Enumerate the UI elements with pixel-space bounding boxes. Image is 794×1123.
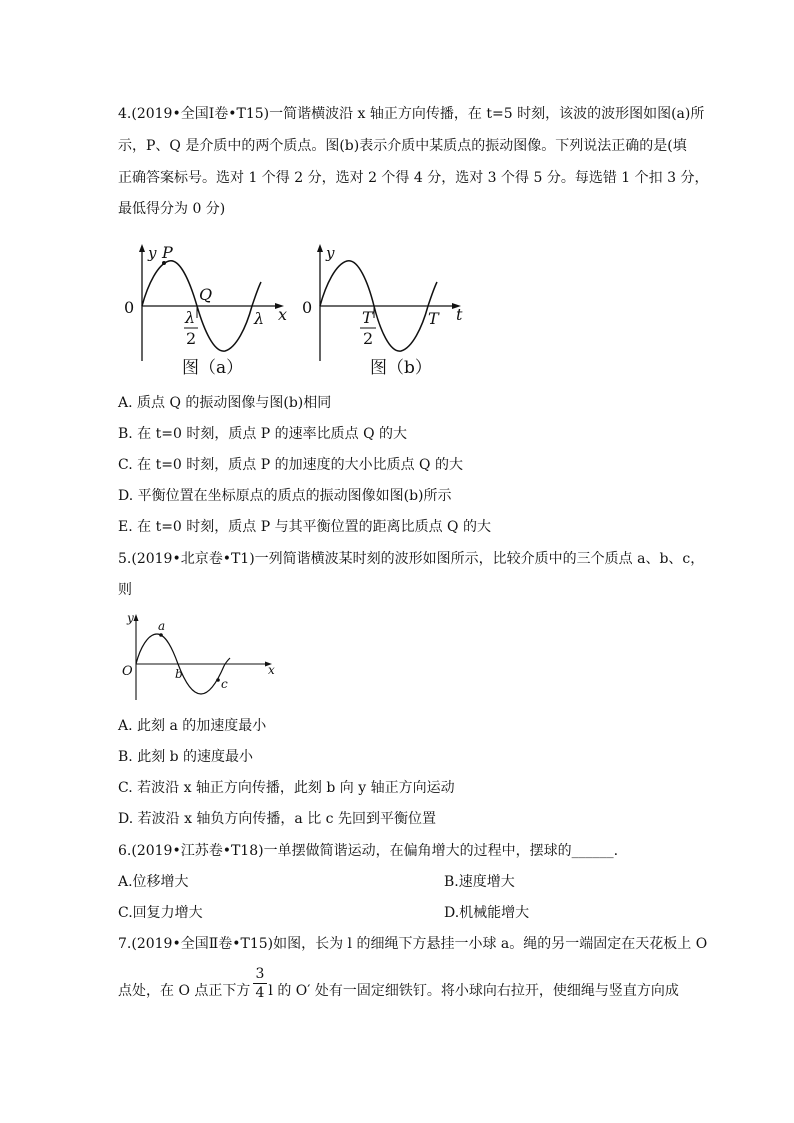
q6-line: 6.(2019•江苏卷•T18)一单摆做简谐运动，在偏角增大的过程中，摆球的______. bbox=[118, 843, 619, 859]
q4-option-c: C. 在 t=0 时刻，质点 P 的加速度的大小比质点 Q 的大 bbox=[118, 457, 463, 473]
q5-line-2: 则 bbox=[118, 582, 132, 598]
wave-figure-a bbox=[118, 236, 298, 381]
q4-line-2: 示，P、Q 是介质中的两个质点。图(b)表示介质中某质点的振动图像。下列说法正确的是(填 bbox=[118, 138, 687, 154]
fig-b-half-num: T bbox=[362, 308, 373, 327]
q5-fig-y-label: y bbox=[127, 611, 134, 625]
q5-fig-b-label: b bbox=[175, 667, 183, 681]
q5-option-d: D. 若波沿 x 轴负方向传播，a 比 c 先回到平衡位置 bbox=[118, 811, 436, 827]
fig-a-origin-label: 0 bbox=[124, 298, 135, 317]
fig-b-caption: 图（b） bbox=[370, 358, 432, 378]
q7-line-2-post: l 的 O′ 处有一固定细铁钉。将小球向右拉开，使细绳与竖直方向成 bbox=[268, 983, 679, 999]
q6-option-d: D.机械能增大 bbox=[444, 905, 530, 921]
q7-fraction-num: 3 bbox=[255, 966, 265, 982]
q6-option-b: B.速度增大 bbox=[444, 874, 515, 890]
q4-line-3: 正确答案标号。选对 1 个得 2 分，选对 2 个得 4 分，选对 3 个得 5 分。每选错 1 个扣 3 分， bbox=[118, 170, 709, 186]
q5-option-c: C. 若波沿 x 轴正方向传播，此刻 b 向 y 轴正方向运动 bbox=[118, 780, 455, 796]
wave-figure-b bbox=[298, 236, 473, 381]
q4-line-1: 4.(2019•全国Ⅰ卷•T15)一简谐横波沿 x 轴正方向传播，在 t=5 时刻，该波的波形图如图(a)所 bbox=[118, 106, 705, 122]
fig-b-y-label: y bbox=[326, 244, 335, 262]
fig-b-half-den: 2 bbox=[363, 329, 374, 348]
fig-b-t-axis-label: t bbox=[456, 305, 463, 324]
wave-figure-q5 bbox=[118, 610, 288, 702]
q5-fig-x-label: x bbox=[268, 663, 275, 677]
q4-option-b: B. 在 t=0 时刻，质点 P 的速率比质点 Q 的大 bbox=[118, 426, 408, 442]
q6-option-c: C.回复力增大 bbox=[118, 905, 203, 921]
fig-b-origin-label: 0 bbox=[302, 298, 313, 317]
q5-fig-a-label: a bbox=[158, 619, 166, 633]
fig-b-t-period-label: T bbox=[428, 309, 439, 328]
q4-option-a: A. 质点 Q 的振动图像与图(b)相同 bbox=[118, 395, 332, 411]
q5-option-a: A. 此刻 a 的加速度最小 bbox=[118, 718, 267, 734]
q5-line-1: 5.(2019•北京卷•T1)一列简谐横波某时刻的波形如图所示，比较介质中的三个质点 a、b、c， bbox=[118, 551, 705, 567]
q4-option-e: E. 在 t=0 时刻，质点 P 与其平衡位置的距离比质点 Q 的大 bbox=[118, 519, 491, 535]
fig-a-y-label: y bbox=[148, 244, 157, 262]
q7-line-2-pre: 点处，在 O 点正下方 bbox=[118, 983, 251, 999]
q5-fig-c-label: c bbox=[221, 677, 228, 691]
fig-a-lambda-label: λ bbox=[254, 309, 265, 328]
fig-a-half-num: λ bbox=[185, 308, 196, 327]
q5-fig-origin-label: O bbox=[122, 664, 133, 679]
q7-line-1: 7.(2019•全国Ⅱ卷•T15)如图，长为 l 的细绳下方悬挂一小球 a。绳的另一端固定在天花板上 O bbox=[118, 936, 708, 952]
fig-a-caption: 图（a） bbox=[182, 358, 244, 378]
fig-a-q-label: Q bbox=[199, 285, 213, 304]
q6-option-a: A.位移增大 bbox=[118, 874, 189, 890]
fig-a-x-label: x bbox=[278, 305, 288, 324]
q7-line-2 bbox=[118, 981, 679, 1001]
fig-a-p-label: P bbox=[162, 243, 173, 262]
fig-a-half-den: 2 bbox=[186, 329, 197, 348]
q5-option-b: B. 此刻 b 的速度最小 bbox=[118, 749, 254, 765]
q4-option-d: D. 平衡位置在坐标原点的质点的振动图像如图(b)所示 bbox=[118, 488, 452, 504]
q7-fraction-den: 4 bbox=[255, 985, 265, 1001]
q4-line-4: 最低得分为 0 分) bbox=[118, 201, 226, 217]
q7-fraction bbox=[253, 966, 267, 1001]
